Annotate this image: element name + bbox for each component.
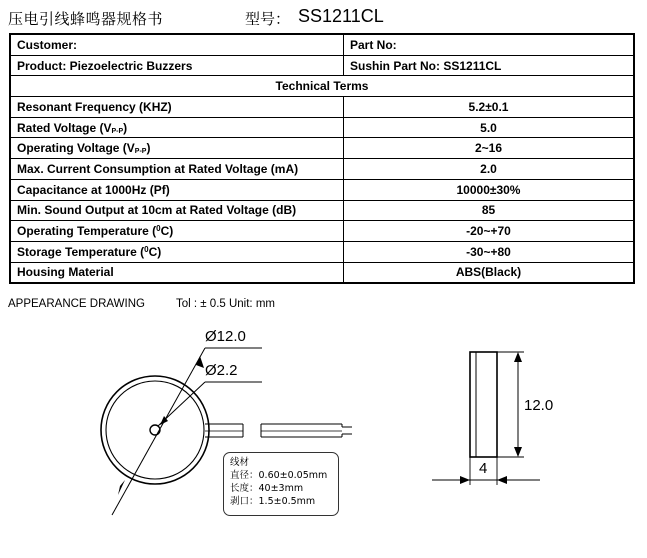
buzzer-side-body <box>470 352 497 457</box>
document-header <box>8 4 638 30</box>
spec-value: 10000±30% <box>344 179 635 200</box>
side-view <box>432 352 553 485</box>
customer-label: Customer: <box>10 34 344 55</box>
wire-diameter: 直径：0.60±0.05mm <box>230 470 328 481</box>
spec-label: Operating Voltage $(V_{P-P})$ <box>10 138 344 159</box>
table-row <box>10 241 634 262</box>
wire-spec-box <box>223 452 339 516</box>
table-row <box>10 179 634 200</box>
tolerance-note: Tol : ± 0.5 Unit: mm <box>176 298 275 310</box>
table-row <box>10 34 634 55</box>
spec-value: 2.0 <box>344 159 635 180</box>
buzzer-outer-circle <box>101 376 209 484</box>
spec-label: Min. Sound Output at 10cm at Rated Voltage (dB) <box>10 200 344 221</box>
wire-spec-title: 线材 <box>230 457 250 468</box>
sound-hole <box>150 425 160 435</box>
table-row <box>10 138 634 159</box>
wire-length: 长度：40±3mm <box>230 483 304 494</box>
table-row <box>10 117 634 138</box>
spec-label: Capacitance at 1000Hz (Pf) <box>10 179 344 200</box>
drawing-caption: APPEARANCE DRAWING <box>8 298 145 310</box>
table-row <box>10 221 634 242</box>
outer-diameter-leader <box>112 348 205 515</box>
section-title: Technical Terms <box>10 76 634 97</box>
spec-value: 85 <box>344 200 635 221</box>
product-label: Product: Piezoelectric Buzzers <box>10 55 344 76</box>
spec-value: -20~+70 <box>344 221 635 242</box>
table-section-row <box>10 76 634 97</box>
spec-label: Max. Current Consumption at Rated Voltage (mA) <box>10 159 344 180</box>
document-title: 压电引线蜂鸣器规格书 <box>8 10 164 28</box>
spec-value: ABS(Black) <box>344 262 635 283</box>
inner-diameter-label: Ø2.2 <box>205 362 238 379</box>
height-dimension-label: 12.0 <box>524 397 554 414</box>
wire-strip-length: 剥口：1.5±0.5mm <box>230 496 316 507</box>
table-row <box>10 55 634 76</box>
spec-value: 2~16 <box>344 138 635 159</box>
spec-label: Housing Material <box>10 262 344 283</box>
table-row <box>10 200 634 221</box>
part-no-label: Part No: <box>344 34 635 55</box>
spec-value: -30~+80 <box>344 241 635 262</box>
spec-label: Rated Voltage $(V_{P-P})$ <box>10 117 344 138</box>
table-row <box>10 97 634 118</box>
spec-value: 5.0 <box>344 117 635 138</box>
spec-rows <box>10 97 634 284</box>
buzzer-inner-rim <box>106 381 204 479</box>
table-row <box>10 159 634 180</box>
spec-label: Storage Temperature ($^0$C) <box>10 241 344 262</box>
sushin-part-no: Sushin Part No: SS1211CL <box>344 55 635 76</box>
model-label: 型号： <box>245 10 291 28</box>
spec-label: Resonant Frequency (KHZ) <box>10 97 344 118</box>
specification-table <box>9 33 635 284</box>
table-row <box>10 262 634 283</box>
model-value: SS1211CL <box>298 6 384 26</box>
thickness-dimension-label: 4 <box>479 460 488 477</box>
spec-value: 5.2±0.1 <box>344 97 635 118</box>
outer-diameter-label: Ø12.0 <box>205 328 246 345</box>
spec-label: Operating Temperature ($^0$C) <box>10 221 344 242</box>
